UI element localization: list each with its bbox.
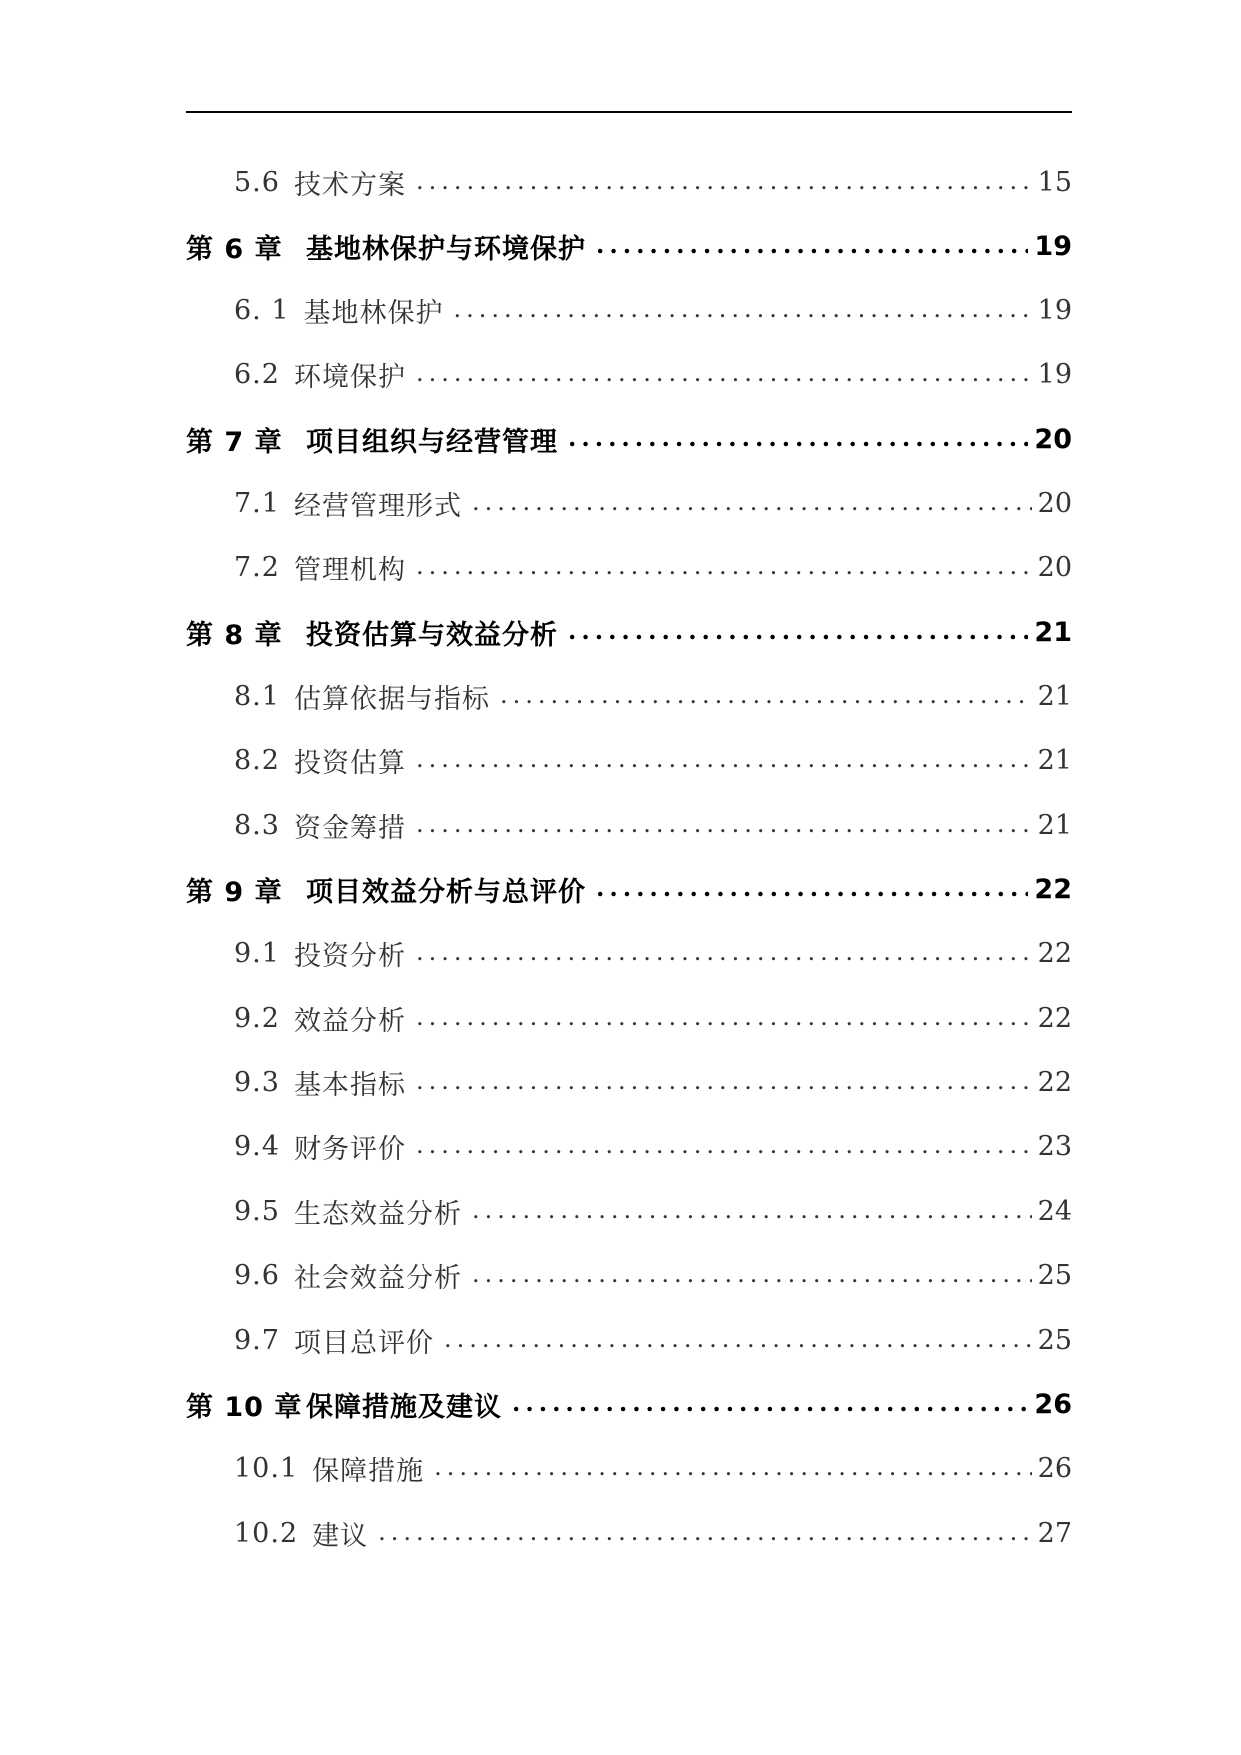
toc-entry-page: 22 [1037, 937, 1072, 969]
dot-leader [472, 1260, 1032, 1297]
dot-leader [416, 1131, 1032, 1168]
toc-chapter-page: 20 [1034, 423, 1072, 455]
toc-chapter-number: 第 9 章 [186, 876, 283, 908]
toc-entry-page: 20 [1037, 551, 1072, 583]
dot-leader [472, 488, 1032, 525]
dot-leader [500, 681, 1032, 718]
toc-entry-number: 6. 1 [234, 294, 290, 326]
toc-chapter-number: 第 10 章 [186, 1391, 303, 1423]
toc-entry-number: 6.2 [234, 358, 280, 390]
toc-chapter-page: 21 [1034, 616, 1072, 648]
toc-entry-page: 21 [1037, 680, 1072, 712]
toc-entry-9-7[interactable] [234, 1318, 1072, 1362]
toc-entry-page: 19 [1037, 294, 1072, 326]
toc-entry-page: 15 [1037, 166, 1072, 198]
toc-entry-9-4[interactable] [234, 1124, 1072, 1168]
toc-entry-page: 27 [1037, 1517, 1072, 1549]
toc-entry-page: 20 [1037, 487, 1072, 519]
toc-entry-number: 9.4 [234, 1130, 280, 1162]
toc-chapter-title: 基地林保护与环境保护 [306, 233, 586, 265]
toc-entry-number: 9.2 [234, 1002, 280, 1034]
dot-leader [596, 230, 1028, 268]
toc-entry-title: 环境保护 [293, 361, 406, 393]
toc-entry-title: 项目总评价 [293, 1327, 434, 1359]
toc-chapter-9[interactable] [186, 867, 1072, 911]
toc-chapter-number: 第 7 章 [186, 426, 283, 458]
toc-chapter-7[interactable] [186, 417, 1072, 461]
toc-entry-9-3[interactable] [234, 1060, 1072, 1104]
toc-entry-page: 25 [1037, 1259, 1072, 1291]
toc-entry-7-1[interactable] [234, 481, 1072, 525]
toc-entry-number: 9.6 [234, 1259, 280, 1291]
toc-chapter-title: 投资估算与效益分析 [306, 619, 558, 651]
toc-entry-number: 10.1 [234, 1452, 299, 1484]
dot-leader [568, 616, 1028, 654]
dot-leader [434, 1453, 1032, 1490]
dot-leader [416, 359, 1032, 396]
toc-entry-title: 投资估算 [293, 747, 406, 779]
toc-entry-title: 社会效益分析 [293, 1262, 462, 1294]
toc-entry-number: 9.7 [234, 1324, 280, 1356]
toc-entry-page: 22 [1037, 1066, 1072, 1098]
toc-entry-8-2[interactable] [234, 738, 1072, 782]
dot-leader [416, 745, 1032, 782]
dot-leader [416, 1003, 1032, 1040]
toc-entry-title: 投资分析 [293, 940, 406, 972]
toc-entry-number: 7.1 [234, 487, 280, 519]
toc-entry-title: 资金筹措 [293, 812, 406, 844]
toc-entry-title: 经营管理形式 [293, 490, 462, 522]
toc-entry-title: 建议 [312, 1520, 369, 1552]
toc-chapter-number: 第 6 章 [186, 233, 283, 265]
toc-entry-title: 技术方案 [293, 169, 406, 201]
toc-entry-title: 基本指标 [293, 1069, 406, 1101]
toc-entry-title: 保障措施 [312, 1455, 425, 1487]
dot-leader [444, 1325, 1032, 1362]
toc-chapter-page: 19 [1034, 230, 1072, 262]
toc-entry-10-2[interactable] [234, 1511, 1072, 1555]
dot-leader [512, 1388, 1028, 1426]
dot-leader [454, 295, 1032, 332]
dot-leader [568, 423, 1028, 461]
toc-entry-page: 25 [1037, 1324, 1072, 1356]
dot-leader [416, 552, 1032, 589]
toc-chapter-8[interactable] [186, 610, 1072, 654]
toc-entry-title: 财务评价 [293, 1133, 406, 1165]
toc-entry-number: 8.1 [234, 680, 280, 712]
toc-chapter-title: 项目组织与经营管理 [306, 426, 558, 458]
dot-leader [416, 938, 1032, 975]
toc-entry-10-1[interactable] [234, 1446, 1072, 1490]
toc-entry-title: 基地林保护 [303, 297, 444, 329]
dot-leader [596, 873, 1028, 911]
toc-chapter-page: 26 [1034, 1388, 1072, 1420]
dot-leader [416, 1067, 1032, 1104]
toc-entry-number: 9.1 [234, 937, 280, 969]
toc-entry-page: 22 [1037, 1002, 1072, 1034]
toc-chapter-title: 项目效益分析与总评价 [306, 876, 586, 908]
toc-entry-number: 5.6 [234, 166, 280, 198]
toc-entry-number: 9.3 [234, 1066, 280, 1098]
toc-chapter-number: 第 8 章 [186, 619, 283, 651]
toc-entry-number: 8.3 [234, 809, 280, 841]
dot-leader [416, 167, 1032, 204]
dot-leader [472, 1196, 1032, 1233]
toc-entry-9-1[interactable] [234, 931, 1072, 975]
toc-entry-6-1[interactable] [234, 288, 1072, 332]
toc-entry-title: 效益分析 [293, 1005, 406, 1037]
toc-entry-9-2[interactable] [234, 996, 1072, 1040]
toc-chapter-page: 22 [1034, 873, 1072, 905]
toc-entry-number: 7.2 [234, 551, 280, 583]
toc-entry-6-2[interactable] [234, 352, 1072, 396]
dot-leader [416, 810, 1032, 847]
toc-entry-title: 估算依据与指标 [293, 683, 490, 715]
toc-entry-8-3[interactable] [234, 803, 1072, 847]
dot-leader [378, 1518, 1032, 1555]
toc-entry-8-1[interactable] [234, 674, 1072, 718]
toc-chapter-6[interactable] [186, 224, 1072, 268]
toc-entry-page: 21 [1037, 809, 1072, 841]
toc-entry-page: 26 [1037, 1452, 1072, 1484]
toc-entry-7-2[interactable] [234, 545, 1072, 589]
toc-entry-number: 8.2 [234, 744, 280, 776]
toc-entry-number: 10.2 [234, 1517, 299, 1549]
toc-entry-number: 9.5 [234, 1195, 280, 1227]
toc-entry-9-6[interactable] [234, 1253, 1072, 1297]
toc-entry-title: 管理机构 [293, 554, 406, 586]
toc-entry-page: 21 [1037, 744, 1072, 776]
toc-entry-page: 24 [1037, 1195, 1072, 1227]
toc-entry-title: 生态效益分析 [293, 1198, 462, 1230]
toc-entry-page: 19 [1037, 358, 1072, 390]
toc-chapter-title: 保障措施及建议 [306, 1391, 502, 1423]
toc-entry-page: 23 [1037, 1130, 1072, 1162]
toc-chapter-10[interactable] [186, 1382, 1072, 1426]
header-rule [186, 111, 1072, 113]
toc-entry-9-5[interactable] [234, 1189, 1072, 1233]
toc-entry-5-6[interactable] [234, 160, 1072, 204]
